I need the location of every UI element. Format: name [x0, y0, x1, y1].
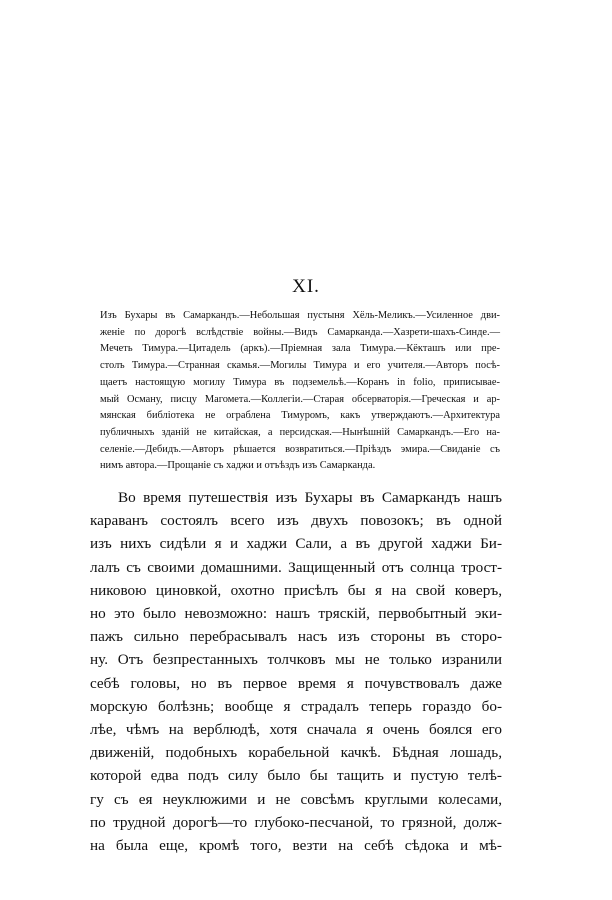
chapter-number: XI. [292, 276, 320, 297]
summary-line: щаетъ настоящую могилу Тимура въ подземельѣ.—Коранъ in folio, приписывае- [100, 376, 500, 388]
summary-line: селеніе.—Дебидъ.—Авторъ рѣшается возвратиться.—Пріѣздъ эмира.—Свиданіе съ [100, 443, 500, 455]
summary-line: нимъ автора.—Прощаніе съ хаджи и отъѣздъ изъ Самарканда. [100, 460, 376, 472]
body-line: по трудной дорогѣ—то глубоко-песчаной, то грязной, долж- [90, 813, 502, 831]
body-line: но это было невозможно: нашъ тряскій, первобытный эки- [90, 605, 502, 623]
body-line: изъ нихъ сидѣли я и хаджи Сали, а въ другой хаджи Би- [90, 535, 502, 553]
body-line: ну. Отъ безпрестанныхъ толчковъ мы не только изранили [90, 651, 502, 669]
chapter-summary [100, 308, 500, 475]
body-line: морскую болѣзнь; вообще я страдалъ теперь гораздо бо- [90, 697, 502, 715]
body-line: караванъ состоялъ всего изъ двухъ повозокъ; въ одной [90, 512, 502, 530]
summary-line: Мечеть Тимура.—Цитадель (аркъ).—Пріемная зала Тимура.—Кёкташъ или пре- [100, 343, 500, 355]
body-line: Во время путешествія изъ Бухары въ Самаркандъ нашъ [118, 489, 502, 506]
body-line: на была еще, кромѣ того, везти на себѣ сѣдока и мѣ- [90, 837, 502, 855]
body-line: лалъ съ своими домашними. Защищенный отъ солнца трост- [90, 558, 502, 576]
summary-line: мянская библіотека не ограблена Тимуромъ, какъ утверждаютъ.—Архитектура [100, 410, 500, 422]
summary-line: женіе по дорогѣ вслѣдствіе войны.—Видъ Самарканда.—Хазрети-шахъ-Синде.— [100, 326, 500, 338]
summary-line: столъ Тимура.—Странная скамья.—Могилы Тимура и его учителя.—Авторъ посѣ- [100, 360, 500, 372]
body-text [90, 486, 502, 857]
body-line: лѣе, чѣмъ на верблюдѣ, хотя сначала я очень боялся его [90, 721, 502, 739]
body-line: пажъ сильно перебрасывалъ насъ изъ стороны въ сторо- [90, 628, 502, 646]
body-line: движеній, подобныхъ корабельной качкѣ. Бѣдная лошадь, [90, 744, 502, 762]
summary-line: Изъ Бухары въ Самаркандъ.—Небольшая пустыня Хёль-Меликъ.—Усиленное дви- [100, 310, 500, 321]
body-line: себѣ головы, но въ первое время я почувствовалъ даже [90, 674, 502, 692]
body-line: которой едва подъ силу было бы тащить и пустую телѣ- [90, 767, 502, 785]
summary-line: мый Осману, писцу Магомета.—Коллегіи.—Старая обсерваторія.—Греческая и ар- [100, 393, 500, 405]
body-line: гу съ ея неуклюжими и не совсѣмъ круглыми колесами, [90, 790, 502, 808]
body-line: никовою циновкой, охотно присѣлъ бы я на свой коверъ, [90, 581, 502, 599]
summary-line: публичныхъ зданій не китайская, а персидская.—Нынѣшній Самаркандъ.—Его на- [100, 426, 500, 438]
